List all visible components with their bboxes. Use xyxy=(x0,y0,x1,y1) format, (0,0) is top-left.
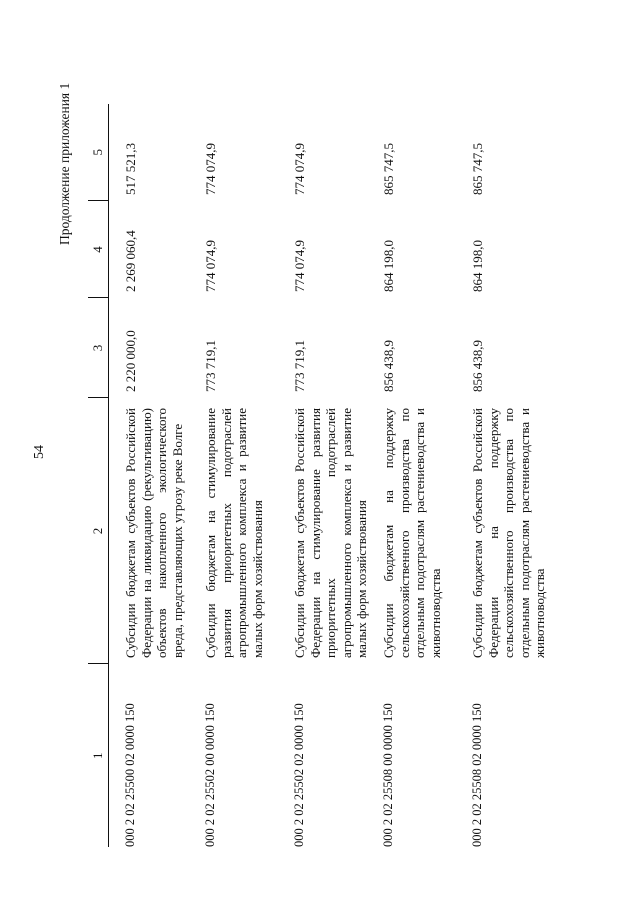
header-cell-3: 3 xyxy=(88,298,109,398)
row-value-col3: 2 220 000,0 xyxy=(123,330,138,392)
row-code: 000 2 02 25508 02 0000 150 xyxy=(470,703,484,847)
header-cell-2: 2 xyxy=(88,398,109,664)
row-value-col4: 774 074,9 xyxy=(292,240,307,292)
row-code: 000 2 02 25502 02 0000 150 xyxy=(292,703,306,847)
header-cell-1: 1 xyxy=(88,664,109,847)
row-value-col4: 774 074,9 xyxy=(203,240,218,292)
table-row xyxy=(465,104,554,847)
header-cell-5: 5 xyxy=(88,104,109,201)
header-cell-4: 4 xyxy=(88,201,109,298)
page-number: 54 xyxy=(32,445,47,459)
table-row xyxy=(376,104,465,847)
row-name: Субсидии бюджетам субъектов Российской Федерации на стимулирование развития приоритетных подотраслей агропромышленного комплекса и развитие малых форм хозяйствования xyxy=(292,408,369,658)
row-name: Субсидии бюджетам на стимулирование развития приоритетных подотраслей агропромышленного комплекса и развитие малых форм хозяйствования xyxy=(203,408,265,658)
row-value-col5: 865 747,5 xyxy=(470,143,485,195)
table-row xyxy=(198,104,287,847)
table-row xyxy=(109,104,199,847)
row-value-col3: 773 719,1 xyxy=(292,340,307,392)
budget-table xyxy=(88,104,554,847)
table-caption: Продолжение приложения 1 xyxy=(57,82,72,245)
row-name: Субсидии бюджетам субъектов Российской Федерации на ликвидацию (рекультивацию) объектов накопленного экологического вреда, представляющих угрозу реке Волге xyxy=(123,408,185,658)
row-value-col5: 517 521,3 xyxy=(123,143,138,195)
row-code: 000 2 02 25508 00 0000 150 xyxy=(381,703,395,847)
row-code: 000 2 02 25502 00 0000 150 xyxy=(203,703,217,847)
row-value-col3: 856 438,9 xyxy=(381,340,396,392)
row-value-col4: 2 269 060,4 xyxy=(123,230,138,292)
row-value-col4: 864 198,0 xyxy=(381,240,396,292)
row-name: Субсидии бюджетам на поддержку сельскохозяйственного производства по отдельным подотраслям растениеводства и животноводства xyxy=(381,408,443,658)
row-name: Субсидии бюджетам субъектов Российской Федерации на поддержку сельскохозяйственного производства по отдельным подотраслям растениеводства и животноводства xyxy=(470,408,547,658)
row-value-col5: 774 074,9 xyxy=(292,143,307,195)
header-row xyxy=(88,104,109,847)
row-value-col3: 856 438,9 xyxy=(470,340,485,392)
row-code: 000 2 02 25500 02 0000 150 xyxy=(123,703,137,847)
row-value-col5: 865 747,5 xyxy=(381,143,396,195)
row-value-col4: 864 198,0 xyxy=(470,240,485,292)
table-row xyxy=(287,104,376,847)
row-value-col5: 774 074,9 xyxy=(203,143,218,195)
row-value-col3: 773 719,1 xyxy=(203,340,218,392)
